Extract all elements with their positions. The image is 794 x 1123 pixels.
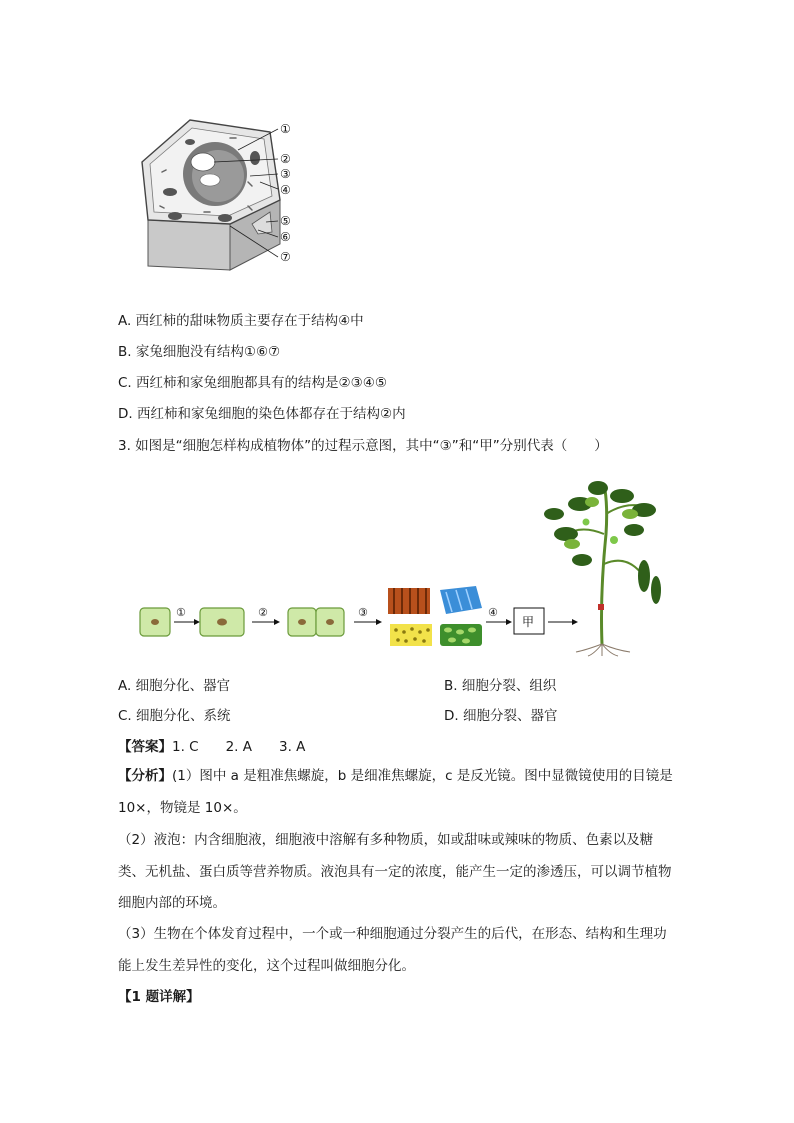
label-7: ⑦	[280, 250, 291, 264]
label-4: ④	[280, 183, 291, 197]
q2-option-c: C. 西红柿和家兔细胞都具有的结构是②③④⑤	[118, 375, 387, 391]
chloroplast	[168, 212, 182, 220]
tissue-yellow	[390, 624, 432, 646]
q3-option-d: D. 细胞分裂、器官	[444, 708, 558, 724]
cell-wall-front	[148, 220, 230, 270]
step-3: ③	[358, 606, 368, 619]
step-2: ②	[258, 606, 268, 619]
q3-option-a: A. 细胞分化、器官	[118, 678, 231, 694]
tomato-plant	[544, 481, 661, 656]
label-1: ①	[280, 122, 291, 136]
q3-stem: 3. 如图是“细胞怎样构成植物体”的过程示意图，其中“③”和“甲”分别代表（ ）	[118, 438, 608, 454]
label-5: ⑤	[280, 214, 291, 228]
step-1: ①	[176, 606, 186, 619]
nucleus-shape	[191, 153, 215, 171]
q2-option-b: B. 家兔细胞没有结构①⑥⑦	[118, 344, 281, 360]
label-6: ⑥	[280, 230, 291, 244]
chloroplast	[185, 139, 195, 145]
tissue-muscle-like	[388, 588, 430, 614]
answer-line	[118, 737, 305, 757]
plant-cell-diagram	[130, 112, 310, 272]
detail-heading: 【1 题详解】	[118, 989, 200, 1005]
analysis-p1-text: (1）图中 a 是粗准焦螺旋，b 是细准焦螺旋，c 是反光镜。图中显微镜使用的目镜是 10×，物镜是 10×。	[118, 768, 673, 816]
label-2: ②	[280, 152, 291, 166]
cell-to-plant-diagram	[136, 474, 676, 658]
analysis-p3: （3）生物在个体发育过程中，一个或一种细胞通过分裂产生的后代，在形态、结构和生理功能上发生差异性的变化，这个过程叫做细胞分化。	[118, 926, 667, 974]
analysis-p2: （2）液泡：内含细胞液，细胞液中溶解有多种物质，如或甜味或辣味的物质、色素以及糖类、无机盐、蛋白质等营养物质。液泡具有一定的浓度，能产生一定的渗透压，可以调节植物细胞内部的环境。	[118, 832, 672, 911]
analysis-label: 【分析】	[118, 768, 172, 784]
q2-option-a: A. 西红柿的甜味物质主要存在于结构④中	[118, 313, 364, 329]
tissue-blue	[440, 586, 482, 614]
q3-option-c: C. 细胞分化、系统	[118, 708, 231, 724]
chloroplast	[218, 214, 232, 222]
chloroplast	[250, 151, 260, 165]
step-4: ④	[488, 606, 498, 619]
chloroplast	[163, 188, 177, 196]
answer-text: 1. C 2. A 3. A	[172, 739, 306, 755]
box-jia-label: 甲	[522, 615, 535, 629]
label-3: ③	[280, 167, 291, 181]
analysis-p1	[118, 761, 678, 824]
q2-option-d: D. 西红柿和家兔细胞的染色体都存在于结构②内	[118, 406, 406, 422]
q3-option-b: B. 细胞分裂、组织	[444, 678, 557, 694]
tissue-green	[440, 624, 482, 646]
answer-label: 【答案】	[118, 739, 172, 755]
